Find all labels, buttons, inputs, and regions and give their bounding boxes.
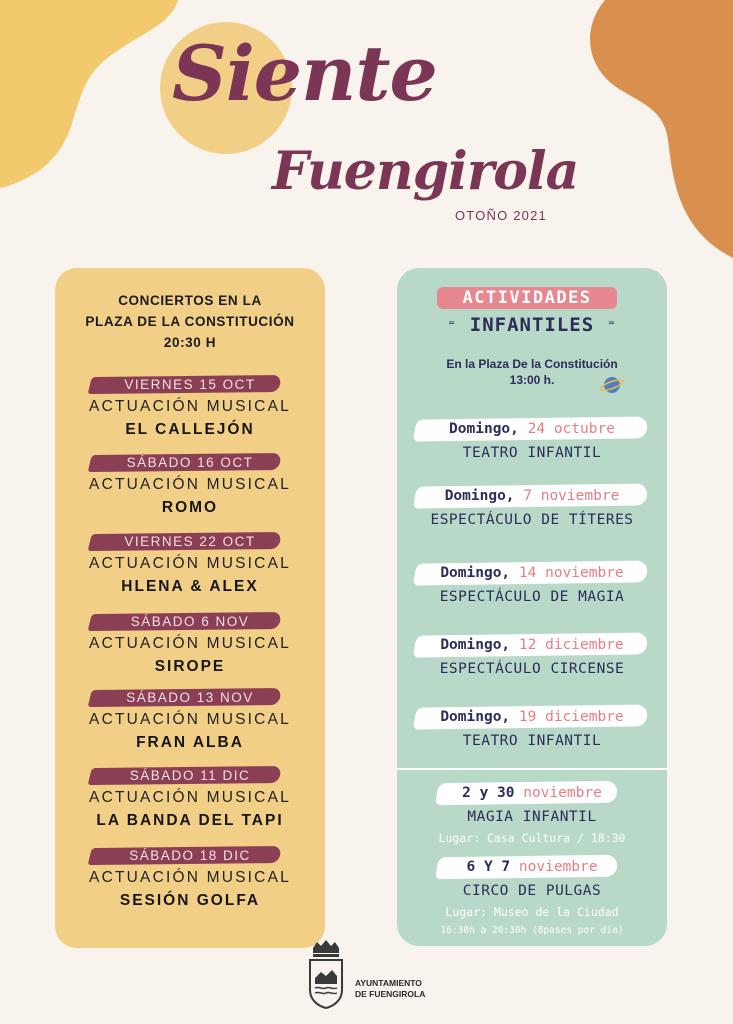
activity-item (397, 704, 667, 752)
activity-date: 12 diciembre (518, 637, 624, 653)
concert-item (55, 765, 325, 833)
activity-day: Domingo, (440, 709, 511, 725)
concert-kind: ACTUACIÓN MUSICAL (89, 635, 291, 652)
activities-place-line1: En la Plaza De la Constitución (446, 357, 618, 371)
activities-title: ACTIVIDADES (462, 288, 592, 308)
activity-item (397, 416, 667, 464)
extra-activity-days: 2 y 30 (462, 785, 515, 801)
concerts-panel (55, 268, 325, 948)
concert-item (55, 845, 325, 913)
concert-artist: EL CALLEJÓN (125, 421, 255, 438)
concert-item (55, 611, 325, 679)
concert-date: VIERNES 15 OCT (124, 377, 256, 392)
concert-date: VIERNES 22 OCT (124, 534, 256, 549)
concert-kind: ACTUACIÓN MUSICAL (89, 555, 291, 572)
concerts-heading-time: 20:30 H (163, 335, 217, 350)
extra-activity-title: MAGIA INFANTIL (467, 809, 597, 825)
activity-item (397, 632, 667, 680)
activity-date: 19 diciembre (518, 709, 624, 725)
activity-title: ESPECTÁCULO DE TÍTERES (430, 512, 634, 528)
orange-corner-blob (583, 0, 733, 260)
concert-item (55, 531, 325, 599)
extra-activity-month: noviembre (523, 785, 602, 801)
activity-day: Domingo, (440, 637, 511, 653)
concert-date: SÁBADO 13 NOV (126, 690, 254, 705)
concert-item (55, 452, 325, 520)
subtitle-deco-right: ⁼ (606, 316, 618, 335)
concert-kind: ACTUACIÓN MUSICAL (89, 711, 291, 728)
concert-date: SÁBADO 6 NOV (130, 614, 250, 629)
concert-date: SÁBADO 18 DIC (129, 848, 251, 863)
activities-place (397, 356, 667, 388)
concert-artist: SESIÓN GOLFA (119, 892, 261, 909)
concert-kind: ACTUACIÓN MUSICAL (89, 869, 291, 886)
activity-date: 7 noviembre (523, 488, 620, 504)
concerts-heading (55, 290, 325, 353)
extra-activity-location: Lugar: Casa Cultura / 18:30 (438, 831, 626, 845)
activity-item (397, 560, 667, 608)
page-title-line2: Fuengirola (272, 141, 579, 202)
extra-activity-month: noviembre (518, 859, 598, 875)
activities-title-badge (437, 287, 617, 309)
concert-artist: HLENA & ALEX (121, 578, 259, 595)
activities-panel (397, 268, 667, 946)
activity-title: ESPECTÁCULO DE MAGIA (439, 589, 625, 605)
concert-kind: ACTUACIÓN MUSICAL (89, 789, 291, 806)
concert-artist: SIROPE (154, 658, 226, 675)
activity-title: TEATRO INFANTIL (462, 733, 602, 749)
activity-item (397, 483, 667, 531)
concert-kind: ACTUACIÓN MUSICAL (89, 476, 291, 493)
town-hall-name-line1: AYUNTAMIENTO (355, 978, 422, 988)
subtitle-deco-left: ⁼ (446, 316, 458, 335)
extra-activity-days: 6 Y 7 (466, 859, 511, 875)
activity-day: Domingo, (449, 421, 519, 437)
town-hall-name (355, 978, 425, 1000)
activities-subtitle: INFANTILES (469, 314, 595, 336)
header (150, 18, 579, 238)
extra-activity-schedule: 16:30h a 20:30h (8pases por día) (440, 925, 624, 936)
concert-date: SÁBADO 16 OCT (126, 455, 254, 470)
concert-item (55, 687, 325, 755)
extra-activity-title: CIRCO DE PULGAS (462, 883, 602, 899)
concert-item (55, 374, 325, 442)
activity-day: Domingo, (444, 488, 515, 504)
town-hall-logo (305, 940, 445, 1012)
concert-artist: ROMO (161, 499, 219, 516)
season-label: OTOÑO 2021 (455, 208, 547, 223)
activity-date: 14 noviembre (518, 565, 624, 581)
section-divider (397, 768, 667, 770)
extra-activity-item (397, 780, 667, 848)
concerts-heading-line1: CONCIERTOS EN LA (118, 293, 262, 308)
concert-artist: FRAN ALBA (136, 734, 244, 751)
activity-date: 24 octubre (527, 421, 615, 437)
concerts-heading-line2: PLAZA DE LA CONSTITUCIÓN (85, 314, 295, 329)
town-hall-name-line2: DE FUENGIROLA (355, 989, 426, 999)
extra-activity-item (397, 854, 667, 940)
crest-icon (305, 940, 347, 1010)
concert-artist: LA BANDA DEL TAPI (96, 812, 284, 829)
concert-date: SÁBADO 11 DIC (129, 768, 251, 783)
activity-title: TEATRO INFANTIL (462, 445, 602, 461)
activities-subtitle-row (397, 314, 667, 336)
extra-activity-location: Lugar: Museo de la Ciudad (445, 905, 619, 919)
planet-icon (600, 373, 624, 397)
page-title-line1: Siente (172, 29, 437, 118)
concert-kind: ACTUACIÓN MUSICAL (89, 398, 291, 415)
activity-day: Domingo, (440, 565, 511, 581)
activity-title: ESPECTÁCULO CIRCENSE (439, 661, 625, 677)
activities-place-time: 13:00 h. (509, 373, 555, 387)
